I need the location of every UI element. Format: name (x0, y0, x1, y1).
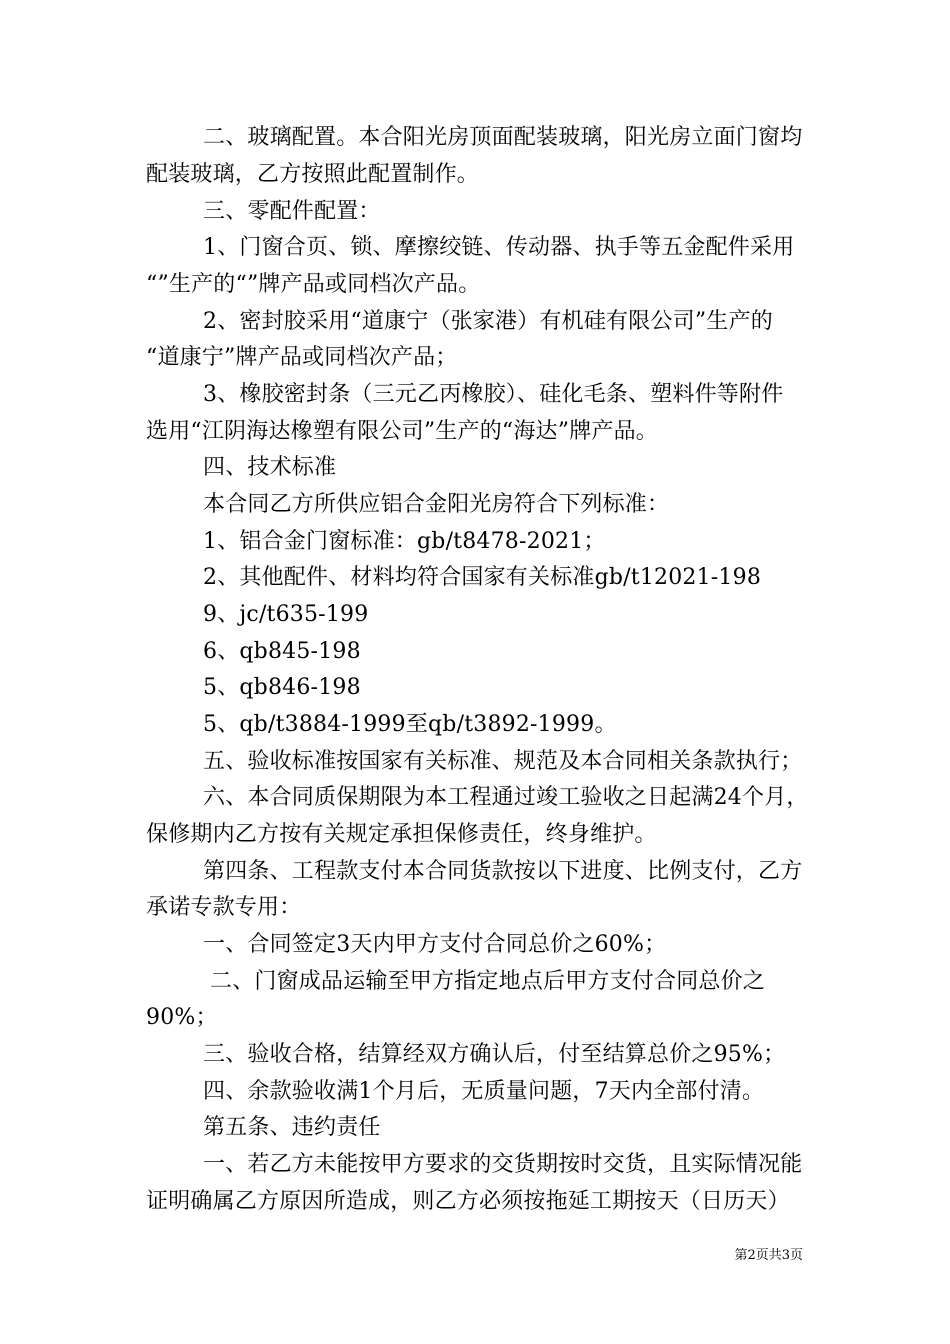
text-line: 1、门窗合页、锁、摩擦绞链、传动器、执手等五金配件采用 (203, 235, 795, 260)
text-line: 6、qb845-198 (203, 639, 361, 664)
text-line: 保修期内乙方按有关规定承担保修责任，终身维护。 (146, 822, 657, 847)
text-line: 9、jc/t635-199 (203, 602, 369, 627)
text-line: 3、橡胶密封条（三元乙丙橡胶）、硅化毛条、塑料件等附件 (203, 382, 784, 407)
text-line: 选用“江阴海达橡塑有限公司”生产的“海达”牌产品。 (146, 419, 658, 444)
text-line: 六、本合同质保期限为本工程通过竣工验收之日起满24个月， (203, 785, 809, 810)
text-line: 四、余款验收满1个月后，无质量问题，7天内全部付清。 (203, 1079, 765, 1104)
section-heading: 第四条、工程款支付本合同货款按以下进度、比例支付，乙方 (203, 859, 803, 884)
text-line: 二、门窗成品运输至甲方指定地点后甲方支付合同总价之 (210, 969, 766, 994)
text-line: 5、qb/t3884-1999至qb/t3892-1999。 (203, 712, 617, 737)
text-line: “道康宁”牌产品或同档次产品； (146, 345, 458, 370)
text-line: 一、合同签定3天内甲方支付合同总价之60%； (203, 932, 667, 957)
page-number: 第2页共3页 (734, 1248, 803, 1263)
section-heading: 四、技术标准 (203, 455, 337, 480)
text-line: 2、密封胶采用“道康宁（张家港）有机硅有限公司”生产的 (203, 309, 773, 334)
text-line: 二、玻璃配置。本合阳光房顶面配装玻璃，阳光房立面门窗均 (203, 125, 803, 150)
text-line: 配装玻璃，乙方按照此配置制作。 (146, 162, 480, 187)
text-line: 一、若乙方未能按甲方要求的交货期按时交货，且实际情况能 (203, 1152, 803, 1177)
text-line: 90%； (146, 1005, 218, 1030)
text-line: 1、铝合金门窗标准：gb/t8478-2021； (203, 529, 606, 554)
text-line: 承诺专款专用： (146, 895, 302, 920)
text-line: 三、零配件配置： (203, 199, 381, 224)
text-line: 2、其他配件、材料均符合国家有关标准gb/t12021-198 (203, 565, 762, 590)
section-heading: 第五条、违约责任 (203, 1115, 381, 1140)
text-line: 5、qb846-198 (203, 675, 361, 700)
text-line: 三、验收合格，结算经双方确认后，付至结算总价之95%； (203, 1042, 786, 1067)
text-line: 证明确属乙方原因所造成，则乙方必须按拖延工期按天（日历天） (146, 1189, 790, 1214)
text-line: 五、验收标准按国家有关标准、规范及本合同相关条款执行； (203, 749, 803, 774)
text-line: “”生产的“”牌产品或同档次产品。 (146, 272, 481, 297)
text-line: 本合同乙方所供应铝合金阳光房符合下列标准： (203, 492, 670, 517)
